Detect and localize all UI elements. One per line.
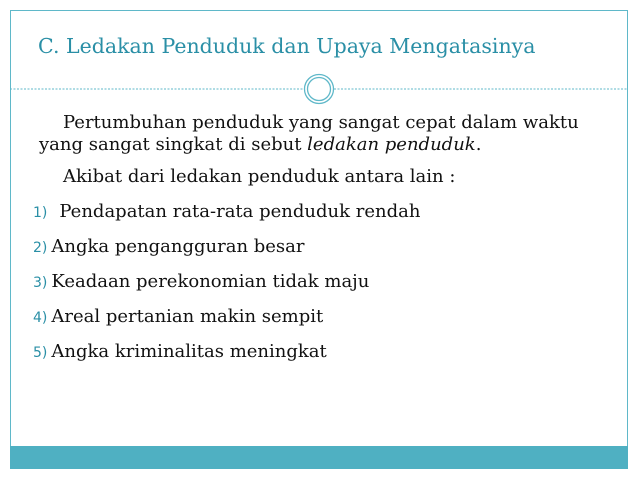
list-marker: 4) <box>33 310 48 326</box>
list-item <box>33 299 609 334</box>
list-item <box>33 334 609 369</box>
list-item-text: Angka kriminalitas meningkat <box>51 341 327 362</box>
slide-body <box>33 112 609 369</box>
list-item-text: Areal pertanian makin sempit <box>51 306 324 327</box>
list-marker: 3) <box>33 275 48 291</box>
paragraph-definition-end: . <box>475 134 482 155</box>
paragraph-definition <box>39 112 609 156</box>
list-item <box>33 229 609 264</box>
list-item <box>33 264 609 299</box>
circle-ornament-icon <box>303 73 335 105</box>
slide-title: C. Ledakan Penduduk dan Upaya Mengatasinya <box>38 34 536 58</box>
footer-band <box>10 446 628 469</box>
term-ledakan-penduduk: ledakan penduduk <box>307 134 476 155</box>
list-item-text: Pendapatan rata-rata penduduk rendah <box>59 201 421 222</box>
list-item <box>33 194 609 229</box>
list-marker: 1) <box>33 205 48 221</box>
paragraph-definition-text: Pertumbuhan penduduk yang sangat cepat dalam waktu yang sangat singkat di sebut <box>39 112 579 155</box>
paragraph-effects-intro: Akibat dari ledakan penduduk antara lain : <box>63 166 456 187</box>
list-marker: 5) <box>33 345 48 361</box>
list-marker: 2) <box>33 240 48 256</box>
effects-list <box>33 194 609 369</box>
list-item-text: Angka pengangguran besar <box>51 236 305 257</box>
list-item-text: Keadaan perekonomian tidak maju <box>51 271 370 292</box>
